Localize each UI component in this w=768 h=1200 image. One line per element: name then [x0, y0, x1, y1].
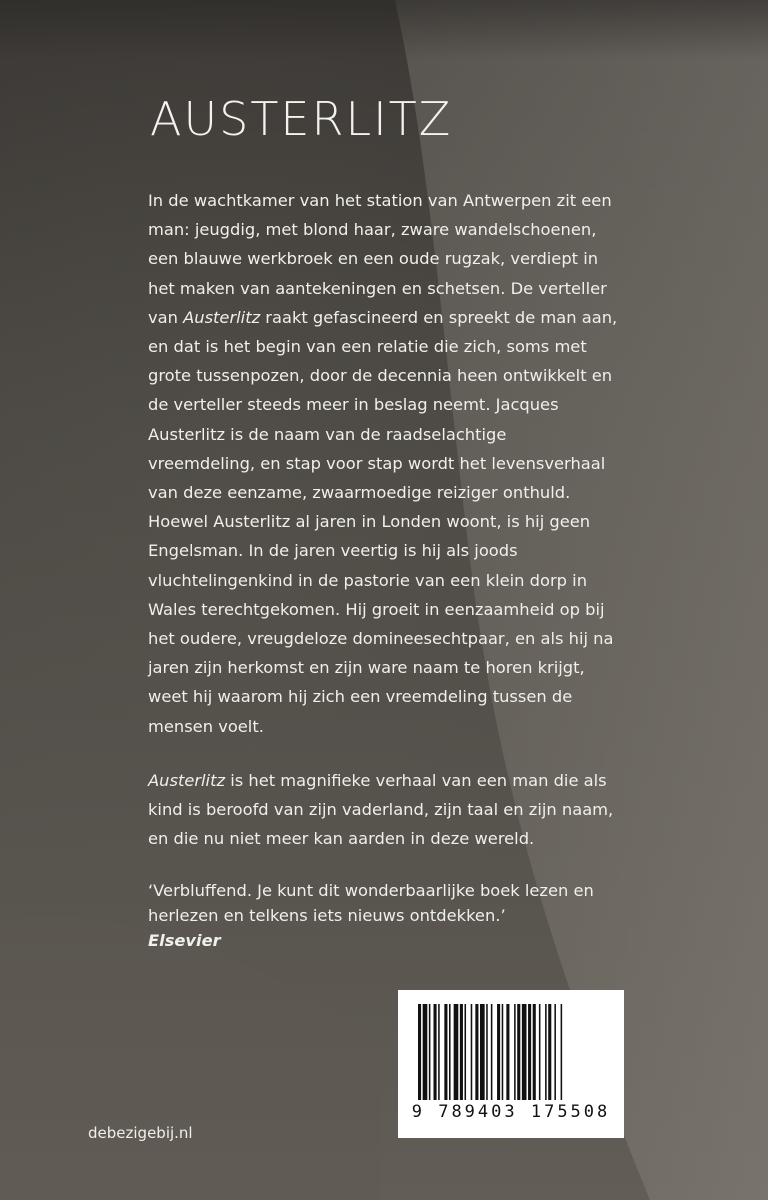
barcode-bar — [434, 1004, 437, 1100]
isbn-number: 9 789403 175508 — [411, 1102, 611, 1122]
barcode — [398, 990, 624, 1138]
barcode-bar — [539, 1004, 541, 1100]
barcode-bar — [486, 1004, 488, 1100]
barcode-bar — [502, 1004, 504, 1100]
barcode-bar — [480, 1004, 485, 1100]
barcode-bar — [533, 1004, 536, 1100]
barcode-bar — [545, 1004, 547, 1100]
barcode-bar — [528, 1004, 531, 1100]
quote-text: ‘Verbluffend. Je kunt dit wonderbaarlijke boek lezen en herlezen en telkens iets nieuws ontdekken.’ — [148, 881, 594, 925]
quote-source: Elsevier — [148, 931, 221, 950]
barcode-bars — [416, 1004, 606, 1104]
publisher-website: debezigebij.nl — [88, 1124, 193, 1142]
barcode-bar — [522, 1004, 527, 1100]
barcode-bar — [554, 1004, 556, 1100]
barcode-bar — [548, 1004, 551, 1100]
barcode-bar — [438, 1004, 440, 1100]
barcode-bar — [517, 1004, 520, 1100]
barcode-bar — [429, 1004, 431, 1100]
barcode-bar — [514, 1004, 516, 1100]
barcode-bar — [460, 1004, 463, 1100]
barcode-bar — [471, 1004, 473, 1100]
barcode-bar — [444, 1004, 447, 1100]
barcode-bar — [454, 1004, 459, 1100]
barcode-bar — [497, 1004, 500, 1100]
barcode-bar — [418, 1004, 421, 1100]
blurb-paragraph-1: In de wachtkamer van het station van Antwerpen zit een man: jeugdig, met blond haar, zware wandelschoenen, een blauwe werkbroek en een oude rugzak, verdiept in het maken van aantekeningen en schetsen. De verteller van Austerlitz raakt gefascineerd en spreekt de man aan, en dat is het begin van een relatie die zich, soms met grote tussenpozen, door de decennia heen ontwikkelt en de verteller steeds meer in beslag neemt. Jacques Austerlitz is de naam van de raadselachtige vreemdeling, en stap voor stap wordt het levensverhaal van deze eenzame, zwaarmoedige reiziger onthuld. Hoewel Austerlitz al jaren in Londen woont, is hij geen Engelsman. In de jaren veertig is hij als joods vluchtelingenkind in de pastorie van een klein dorp in Wales terechtgekomen. Hij groeit in eenzaamheid op bij het oudere, vreugdeloze domineesechtpaar, en als hij na jaren zijn herkomst en zijn ware naam te horen krijgt, weet hij waarom hij zich een vreemdeling tussen de mensen voelt. — [148, 191, 618, 736]
barcode-bar — [506, 1004, 509, 1100]
barcode-bar — [449, 1004, 451, 1100]
review-quote — [148, 878, 668, 953]
barcode-bar — [465, 1004, 467, 1100]
blurb-text — [148, 186, 618, 878]
book-title: AUSTERLITZ — [150, 92, 453, 146]
barcode-bar — [561, 1004, 563, 1100]
barcode-bar — [475, 1004, 478, 1100]
blurb-paragraph-2: Austerlitz is het magnifieke verhaal van een man die als kind is beroofd van zijn vaderland, zijn taal en zijn naam, en die nu niet meer kan aarden in deze wereld. — [148, 770, 614, 849]
barcode-bar — [423, 1004, 428, 1100]
barcode-bar — [491, 1004, 493, 1100]
